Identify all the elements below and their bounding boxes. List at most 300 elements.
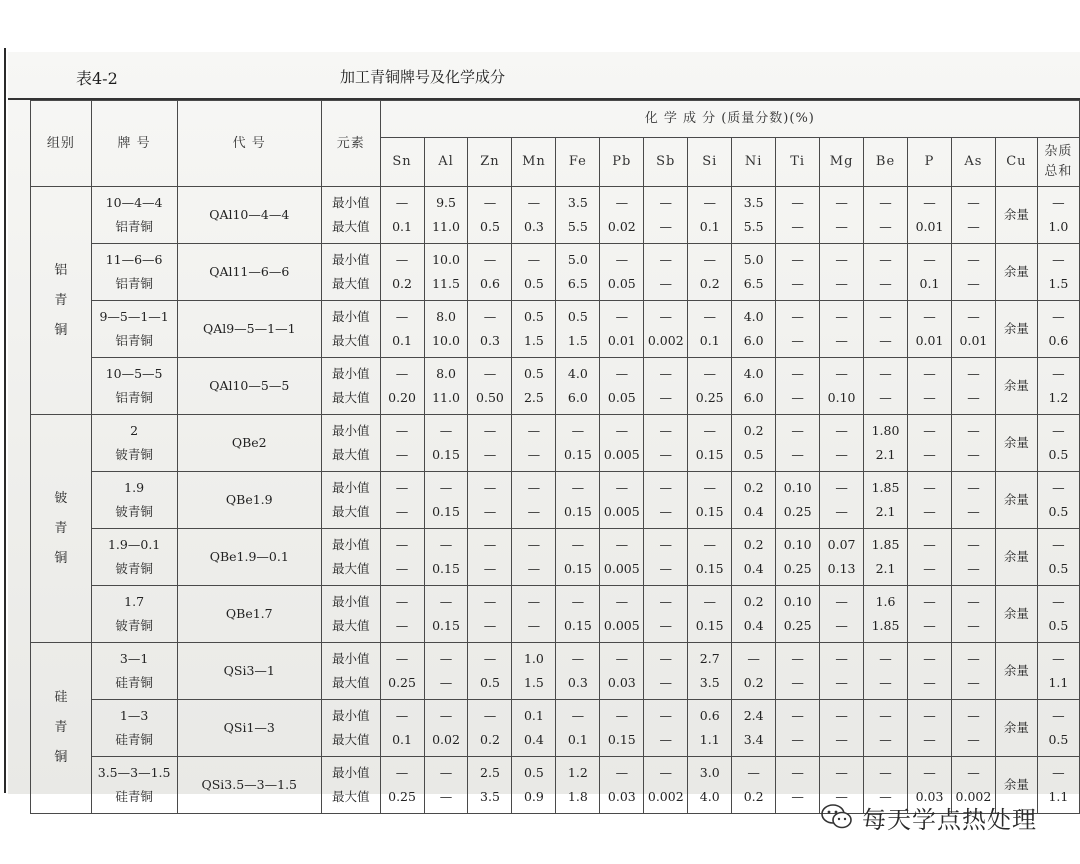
minmax-cell xyxy=(321,244,380,301)
header-element-7: Si xyxy=(688,138,732,187)
min-value: — xyxy=(615,480,629,495)
value-cell xyxy=(512,643,556,700)
max-value: 2.1 xyxy=(875,504,896,519)
grade-name: 铝青铜 xyxy=(115,219,153,234)
value-cell xyxy=(380,301,424,358)
max-value: 0.005 xyxy=(603,447,640,462)
minmax-cell xyxy=(321,586,380,643)
min-label: 最小值 xyxy=(332,765,370,780)
cu-remainder: 余量 xyxy=(1003,378,1029,393)
max-value: 0.5 xyxy=(1048,447,1069,462)
max-value: 0.25 xyxy=(388,789,416,804)
table-row xyxy=(31,700,1080,757)
value-cell xyxy=(1037,301,1079,358)
minmax-cell xyxy=(321,529,380,586)
code-cell: QAl11—6—6 xyxy=(177,244,321,301)
cu-remainder: 余量 xyxy=(1003,321,1029,336)
grade-name: 铍青铜 xyxy=(115,618,153,633)
group-char: 硅 xyxy=(54,690,68,705)
minmax-cell xyxy=(321,358,380,415)
grade-number: 10—5—5 xyxy=(105,366,163,381)
min-value: 4.0 xyxy=(567,366,588,381)
min-value: — xyxy=(879,366,892,381)
max-value: 5.5 xyxy=(567,219,588,234)
min-value: 0.5 xyxy=(523,366,544,381)
max-value: — xyxy=(791,789,804,804)
max-value: 3.4 xyxy=(743,732,764,747)
min-value: — xyxy=(439,651,453,666)
max-value: 0.5 xyxy=(743,447,764,462)
max-value: 0.4 xyxy=(523,732,544,747)
grade-name: 硅青铜 xyxy=(115,732,153,747)
max-value: — xyxy=(527,561,541,576)
min-value: 0.6 xyxy=(699,708,720,723)
max-value: — xyxy=(527,618,541,633)
value-cell xyxy=(644,358,688,415)
min-value: 1.85 xyxy=(871,480,900,495)
group-char: 青 xyxy=(54,520,68,536)
code-cell: QAl10—5—5 xyxy=(177,358,321,415)
value-cell xyxy=(512,757,556,814)
value-cell xyxy=(424,415,468,472)
value-cell xyxy=(512,586,556,643)
value-cell xyxy=(600,757,644,814)
max-value: — xyxy=(923,561,936,576)
min-value: — xyxy=(659,366,673,381)
value-cell xyxy=(688,415,732,472)
cu-remainder: 余量 xyxy=(1003,264,1029,279)
max-value: 0.1 xyxy=(392,732,412,747)
max-value: 6.0 xyxy=(567,390,588,405)
min-value: — xyxy=(791,423,804,438)
value-cell xyxy=(995,700,1037,757)
min-value: 0.2 xyxy=(743,537,764,552)
table-row xyxy=(31,301,1080,358)
min-value: — xyxy=(483,195,497,210)
min-value: 3.5 xyxy=(743,195,764,210)
max-value: 4.0 xyxy=(699,789,720,804)
value-cell xyxy=(556,244,600,301)
min-value: — xyxy=(1052,423,1065,438)
max-value: 1.5 xyxy=(523,675,544,690)
value-cell xyxy=(556,187,600,244)
value-cell xyxy=(688,700,732,757)
max-value: 0.2 xyxy=(392,276,412,291)
max-value: — xyxy=(659,390,673,405)
min-value: — xyxy=(615,252,629,267)
min-value: — xyxy=(483,366,497,381)
max-value: 0.002 xyxy=(647,333,684,348)
header-element-3: Mn xyxy=(512,138,556,187)
max-label: 最大值 xyxy=(332,789,370,804)
max-value: 0.01 xyxy=(915,219,944,234)
min-value: — xyxy=(395,765,409,780)
value-cell xyxy=(644,244,688,301)
min-value: — xyxy=(703,309,716,324)
min-value: — xyxy=(967,651,980,666)
max-value: — xyxy=(439,675,453,690)
value-cell xyxy=(688,244,732,301)
grade-number: 10—4—4 xyxy=(105,195,163,210)
min-value: 0.2 xyxy=(743,594,764,609)
value-cell xyxy=(732,244,776,301)
value-cell xyxy=(1037,529,1079,586)
cu-remainder: 余量 xyxy=(1003,492,1029,507)
table-row xyxy=(31,358,1080,415)
max-value: 0.1 xyxy=(392,219,412,234)
max-label: 最大值 xyxy=(332,276,370,291)
value-cell xyxy=(600,586,644,643)
value-cell xyxy=(600,187,644,244)
max-value: — xyxy=(659,732,673,747)
max-value: 11.0 xyxy=(432,219,460,234)
header-code: 代 号 xyxy=(177,101,321,187)
value-cell xyxy=(995,586,1037,643)
max-value: 1.1 xyxy=(1048,675,1069,690)
value-cell xyxy=(424,529,468,586)
value-cell xyxy=(776,415,820,472)
grade-cell xyxy=(91,643,177,700)
max-value: 11.0 xyxy=(432,390,460,405)
value-cell xyxy=(380,529,424,586)
min-value: — xyxy=(659,423,673,438)
value-cell xyxy=(512,472,556,529)
max-value: — xyxy=(659,561,673,576)
max-value: 0.3 xyxy=(523,219,544,234)
max-value: 0.15 xyxy=(695,447,724,462)
max-value: 0.1 xyxy=(567,732,588,747)
min-value: — xyxy=(571,537,585,552)
max-value: 0.3 xyxy=(567,675,588,690)
value-cell xyxy=(468,187,512,244)
max-value: 0.15 xyxy=(432,504,460,519)
min-value: 8.0 xyxy=(436,309,456,324)
value-cell xyxy=(951,358,995,415)
value-cell xyxy=(512,244,556,301)
min-label: 最小值 xyxy=(332,480,370,495)
value-cell xyxy=(908,244,952,301)
max-value: 3.5 xyxy=(480,789,500,804)
wechat-icon xyxy=(820,802,854,832)
header-element-4: Fe xyxy=(556,138,600,187)
min-value: — xyxy=(703,480,716,495)
max-value: 0.1 xyxy=(699,333,720,348)
code-cell: QSi3.5—3—1.5 xyxy=(177,757,321,814)
min-value: 0.5 xyxy=(523,765,544,780)
value-cell xyxy=(512,700,556,757)
max-label: 最大值 xyxy=(332,390,370,405)
min-label: 最小值 xyxy=(332,252,370,267)
max-value: 2.5 xyxy=(523,390,544,405)
max-value: — xyxy=(967,504,980,519)
minmax-cell xyxy=(321,415,380,472)
min-value: — xyxy=(527,537,541,552)
max-value: 1.5 xyxy=(1048,276,1069,291)
grade-cell xyxy=(91,586,177,643)
grade-name: 铝青铜 xyxy=(115,333,153,348)
value-cell xyxy=(424,358,468,415)
value-cell xyxy=(1037,187,1079,244)
min-value: — xyxy=(923,537,936,552)
max-value: 1.5 xyxy=(567,333,588,348)
value-cell xyxy=(776,244,820,301)
min-value: — xyxy=(879,765,892,780)
value-cell xyxy=(556,529,600,586)
min-value: — xyxy=(439,594,453,609)
max-label: 最大值 xyxy=(332,561,370,576)
value-cell xyxy=(644,301,688,358)
code-cell: QAl9—5—1—1 xyxy=(177,301,321,358)
value-cell xyxy=(951,415,995,472)
value-cell xyxy=(468,586,512,643)
min-value: — xyxy=(967,309,980,324)
min-value: — xyxy=(923,708,936,723)
max-value: 0.5 xyxy=(1048,504,1069,519)
max-value: 0.5 xyxy=(1048,618,1069,633)
value-cell xyxy=(951,187,995,244)
cu-remainder: 余量 xyxy=(1003,606,1029,621)
value-cell xyxy=(995,529,1037,586)
max-value: 0.1 xyxy=(392,333,412,348)
max-value: — xyxy=(879,789,892,804)
max-value: — xyxy=(791,276,804,291)
min-value: — xyxy=(659,708,673,723)
min-value: — xyxy=(483,594,497,609)
max-value: — xyxy=(923,504,936,519)
min-value: — xyxy=(1052,480,1065,495)
header-element-10: Mg xyxy=(820,138,864,187)
header-element: 元素 xyxy=(321,101,380,187)
value-cell xyxy=(776,472,820,529)
max-value: 0.2 xyxy=(480,732,500,747)
max-value: — xyxy=(483,561,497,576)
min-value: — xyxy=(483,480,497,495)
cu-remainder: 余量 xyxy=(1003,549,1029,564)
min-value: — xyxy=(483,651,497,666)
min-value: 5.0 xyxy=(567,252,588,267)
header-element-11: Be xyxy=(864,138,908,187)
value-cell xyxy=(776,358,820,415)
value-cell xyxy=(776,586,820,643)
max-value: 0.5 xyxy=(1048,732,1069,747)
value-cell xyxy=(468,415,512,472)
min-value: — xyxy=(1052,765,1065,780)
max-value: — xyxy=(835,618,848,633)
watermark xyxy=(820,800,1037,834)
grade-number: 3.5—3—1.5 xyxy=(97,765,171,780)
min-value: — xyxy=(483,537,497,552)
min-value: 9.5 xyxy=(436,195,456,210)
grade-number: 9—5—1—1 xyxy=(99,309,169,324)
value-cell xyxy=(820,643,864,700)
max-value: — xyxy=(835,276,848,291)
max-label: 最大值 xyxy=(332,333,370,348)
max-value: 0.15 xyxy=(563,504,592,519)
max-value: 0.15 xyxy=(563,618,592,633)
value-cell xyxy=(556,472,600,529)
min-value: — xyxy=(395,252,409,267)
max-label: 最大值 xyxy=(332,447,370,462)
max-value: 0.25 xyxy=(388,675,416,690)
value-cell xyxy=(380,700,424,757)
min-value: — xyxy=(571,480,585,495)
min-value: — xyxy=(571,651,585,666)
value-cell xyxy=(688,586,732,643)
value-cell xyxy=(468,529,512,586)
value-cell xyxy=(864,301,908,358)
header-grade: 牌 号 xyxy=(91,101,177,187)
min-value: — xyxy=(967,423,980,438)
value-cell xyxy=(688,757,732,814)
min-value: — xyxy=(791,252,804,267)
min-value: — xyxy=(923,366,936,381)
max-value: 0.005 xyxy=(603,618,640,633)
value-cell xyxy=(732,301,776,358)
header-element-12: P xyxy=(908,138,952,187)
max-value: — xyxy=(659,447,673,462)
min-value: — xyxy=(395,651,409,666)
value-cell xyxy=(995,244,1037,301)
min-value: — xyxy=(923,252,936,267)
value-cell xyxy=(732,472,776,529)
max-value: 0.15 xyxy=(432,561,460,576)
value-cell xyxy=(908,358,952,415)
min-value: 5.0 xyxy=(743,252,764,267)
grade-cell xyxy=(91,472,177,529)
cu-remainder: 余量 xyxy=(1003,777,1029,792)
max-value: 0.25 xyxy=(695,390,724,405)
min-value: 1.2 xyxy=(567,765,588,780)
value-cell xyxy=(732,757,776,814)
max-value: 0.2 xyxy=(699,276,720,291)
value-cell xyxy=(380,187,424,244)
max-value: 0.15 xyxy=(432,618,460,633)
header-element-2: Zn xyxy=(468,138,512,187)
max-value: 0.25 xyxy=(783,561,812,576)
min-value: — xyxy=(439,708,453,723)
min-value: — xyxy=(923,309,936,324)
cu-remainder: 余量 xyxy=(1003,720,1029,735)
max-value: 0.01 xyxy=(959,333,988,348)
value-cell xyxy=(644,187,688,244)
min-value: — xyxy=(395,366,409,381)
table-row xyxy=(31,187,1080,244)
value-cell xyxy=(468,301,512,358)
min-label: 最小值 xyxy=(332,708,370,723)
value-cell xyxy=(951,472,995,529)
min-value: — xyxy=(1052,594,1065,609)
value-cell xyxy=(951,244,995,301)
max-value: 0.02 xyxy=(432,732,460,747)
value-cell xyxy=(424,757,468,814)
header-element-1: Al xyxy=(424,138,468,187)
value-cell xyxy=(732,700,776,757)
grade-cell xyxy=(91,700,177,757)
grade-cell xyxy=(91,358,177,415)
value-cell xyxy=(908,586,952,643)
value-cell xyxy=(688,187,732,244)
value-cell xyxy=(864,700,908,757)
value-cell xyxy=(644,415,688,472)
value-cell xyxy=(468,757,512,814)
value-cell xyxy=(600,700,644,757)
grade-number: 1.9—0.1 xyxy=(107,537,161,552)
max-value: — xyxy=(791,219,804,234)
min-value: — xyxy=(967,708,980,723)
min-value: — xyxy=(923,594,936,609)
min-value: 1.6 xyxy=(875,594,896,609)
min-value: — xyxy=(835,423,848,438)
max-value: — xyxy=(659,219,673,234)
max-value: — xyxy=(923,618,936,633)
code-cell: QBe1.9 xyxy=(177,472,321,529)
value-cell xyxy=(732,586,776,643)
value-cell xyxy=(556,643,600,700)
value-cell xyxy=(820,187,864,244)
max-value: 0.9 xyxy=(523,789,544,804)
value-cell xyxy=(556,358,600,415)
min-value: 8.0 xyxy=(436,366,456,381)
max-value: — xyxy=(791,732,804,747)
group-char: 铜 xyxy=(54,750,68,765)
max-value: 0.13 xyxy=(827,561,856,576)
code-cell: QSi3—1 xyxy=(177,643,321,700)
table-row xyxy=(31,643,1080,700)
min-value: — xyxy=(703,366,716,381)
value-cell xyxy=(468,700,512,757)
max-value: 0.03 xyxy=(915,789,944,804)
header-element-5: Pb xyxy=(600,138,644,187)
max-value: 6.0 xyxy=(743,333,764,348)
grade-number: 1.9 xyxy=(124,480,145,495)
max-value: 0.15 xyxy=(695,504,724,519)
min-value: — xyxy=(395,309,409,324)
min-value: — xyxy=(967,366,980,381)
max-value: — xyxy=(879,390,892,405)
value-cell xyxy=(688,643,732,700)
max-value: — xyxy=(923,390,936,405)
grade-number: 11—6—6 xyxy=(105,252,163,267)
min-value: — xyxy=(615,708,629,723)
min-value: — xyxy=(615,765,629,780)
value-cell xyxy=(908,472,952,529)
value-cell xyxy=(776,529,820,586)
max-value: 0.5 xyxy=(523,276,544,291)
min-value: — xyxy=(747,765,760,780)
code-cell: QBe1.9—0.1 xyxy=(177,529,321,586)
value-cell xyxy=(1037,244,1079,301)
min-value: — xyxy=(615,651,629,666)
value-cell xyxy=(820,301,864,358)
min-value: — xyxy=(483,423,497,438)
min-value: — xyxy=(1052,708,1065,723)
grade-cell xyxy=(91,301,177,358)
max-value: — xyxy=(659,618,673,633)
min-value: — xyxy=(527,480,541,495)
min-value: — xyxy=(967,594,980,609)
value-cell xyxy=(380,244,424,301)
value-cell xyxy=(1037,700,1079,757)
max-value: — xyxy=(835,789,848,804)
value-cell xyxy=(864,187,908,244)
value-cell xyxy=(820,358,864,415)
min-value: 0.07 xyxy=(827,537,856,552)
grade-name: 铝青铜 xyxy=(115,276,153,291)
value-cell xyxy=(908,415,952,472)
value-cell xyxy=(951,643,995,700)
value-cell xyxy=(864,472,908,529)
value-cell xyxy=(644,757,688,814)
